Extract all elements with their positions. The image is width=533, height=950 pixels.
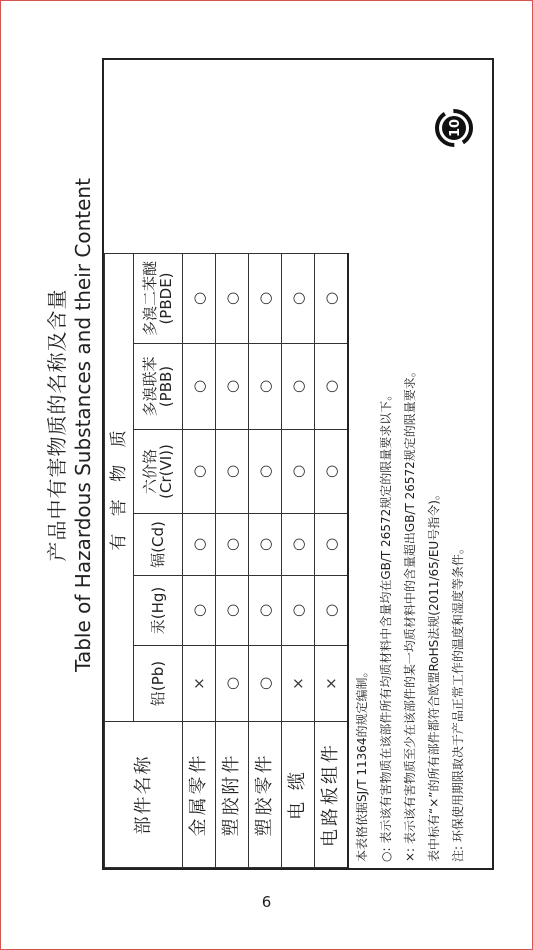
substance-mark-cell: ○ <box>315 344 349 430</box>
hazardous-substances-box <box>102 58 494 870</box>
table-row <box>216 254 249 868</box>
substance-mark-cell: ○ <box>249 576 282 646</box>
hazardous-substances-table <box>104 253 349 868</box>
substance-mark-cell: ○ <box>249 430 282 514</box>
note-line: 本表格依据SJ/T 11364的规定编制。 <box>355 665 369 862</box>
part-name-cell: 电 缆 <box>282 722 315 868</box>
substance-mark-cell: ○ <box>183 254 216 344</box>
note-line: 表中标有“×”的所有部件都符合欧盟RoHS法规(2011/65/EU号指令)。 <box>427 488 441 862</box>
substance-header: 汞(Hg) <box>134 576 183 646</box>
part-name-cell: 塑胶附件 <box>216 722 249 868</box>
substance-mark-cell: ○ <box>216 344 249 430</box>
substance-header: 镉(Cd) <box>134 514 183 576</box>
substance-mark-cell: ○ <box>315 430 349 514</box>
note-line: ×: 表示该有害物质至少在该部件的某一均质材料中的含量超出GB/T 26572规定的限量要求。 <box>403 365 417 862</box>
substance-mark-cell: ○ <box>282 514 315 576</box>
substance-mark-cell: ○ <box>216 514 249 576</box>
table-row <box>315 254 349 868</box>
table-row <box>249 254 282 868</box>
substance-mark-cell: ○ <box>183 344 216 430</box>
substance-mark-cell: ○ <box>282 576 315 646</box>
note-line: ○: 表示该有害物质在该部件所有均质材料中含量均在GB/T 26572规定的限量要求以下。 <box>379 388 393 862</box>
substance-header: 多溴联苯 (PBB) <box>134 344 183 430</box>
substance-mark-cell: × <box>315 646 349 722</box>
substance-mark-cell: × <box>183 646 216 722</box>
title-english: Table of Hazardous Substances and their Content <box>71 178 95 672</box>
table-row <box>282 254 315 868</box>
substance-mark-cell: ○ <box>315 576 349 646</box>
substance-mark-cell: ○ <box>216 576 249 646</box>
substance-mark-cell: ○ <box>282 344 315 430</box>
part-name-cell: 金属零件 <box>183 722 216 868</box>
page-number: 6 <box>261 893 272 911</box>
part-name-cell: 电路板组件 <box>315 722 349 868</box>
environmental-protection-period-icon <box>434 108 474 148</box>
rotated-content <box>40 20 500 870</box>
substance-header: 多溴二苯醚 (PBDE) <box>134 254 183 344</box>
substance-mark-cell: ○ <box>315 254 349 344</box>
part-name-header: 部件名称 <box>105 722 183 868</box>
substance-mark-cell: ○ <box>249 646 282 722</box>
substance-mark-cell: ○ <box>216 254 249 344</box>
part-name-cell: 塑胶零件 <box>249 722 282 868</box>
title-chinese: 产品中有害物质的名称及含量 <box>45 288 69 562</box>
notes-block <box>350 62 470 862</box>
substance-mark-cell: ○ <box>249 254 282 344</box>
substance-mark-cell: ○ <box>249 344 282 430</box>
substance-mark-cell: ○ <box>282 430 315 514</box>
substance-mark-cell: ○ <box>183 576 216 646</box>
table-row <box>183 254 216 868</box>
substance-mark-cell: ○ <box>183 430 216 514</box>
substance-mark-cell: ○ <box>315 514 349 576</box>
substance-header: 六价铬 (Cr(VI)) <box>134 430 183 514</box>
table-header-row <box>105 254 134 868</box>
substance-mark-cell: ○ <box>216 430 249 514</box>
substance-mark-cell: ○ <box>249 514 282 576</box>
substance-mark-cell: × <box>282 646 315 722</box>
substance-header: 铅(Pb) <box>134 646 183 722</box>
substance-mark-cell: ○ <box>183 514 216 576</box>
note-line: 注: 环保使用期限取决于产品正常工作的温度和湿度等条件。 <box>451 542 465 862</box>
substance-mark-cell: ○ <box>216 646 249 722</box>
epup-years: 10 <box>448 118 463 138</box>
substance-mark-cell: ○ <box>282 254 315 344</box>
hazardous-substances-header: 有 害 物 质 <box>105 254 134 722</box>
